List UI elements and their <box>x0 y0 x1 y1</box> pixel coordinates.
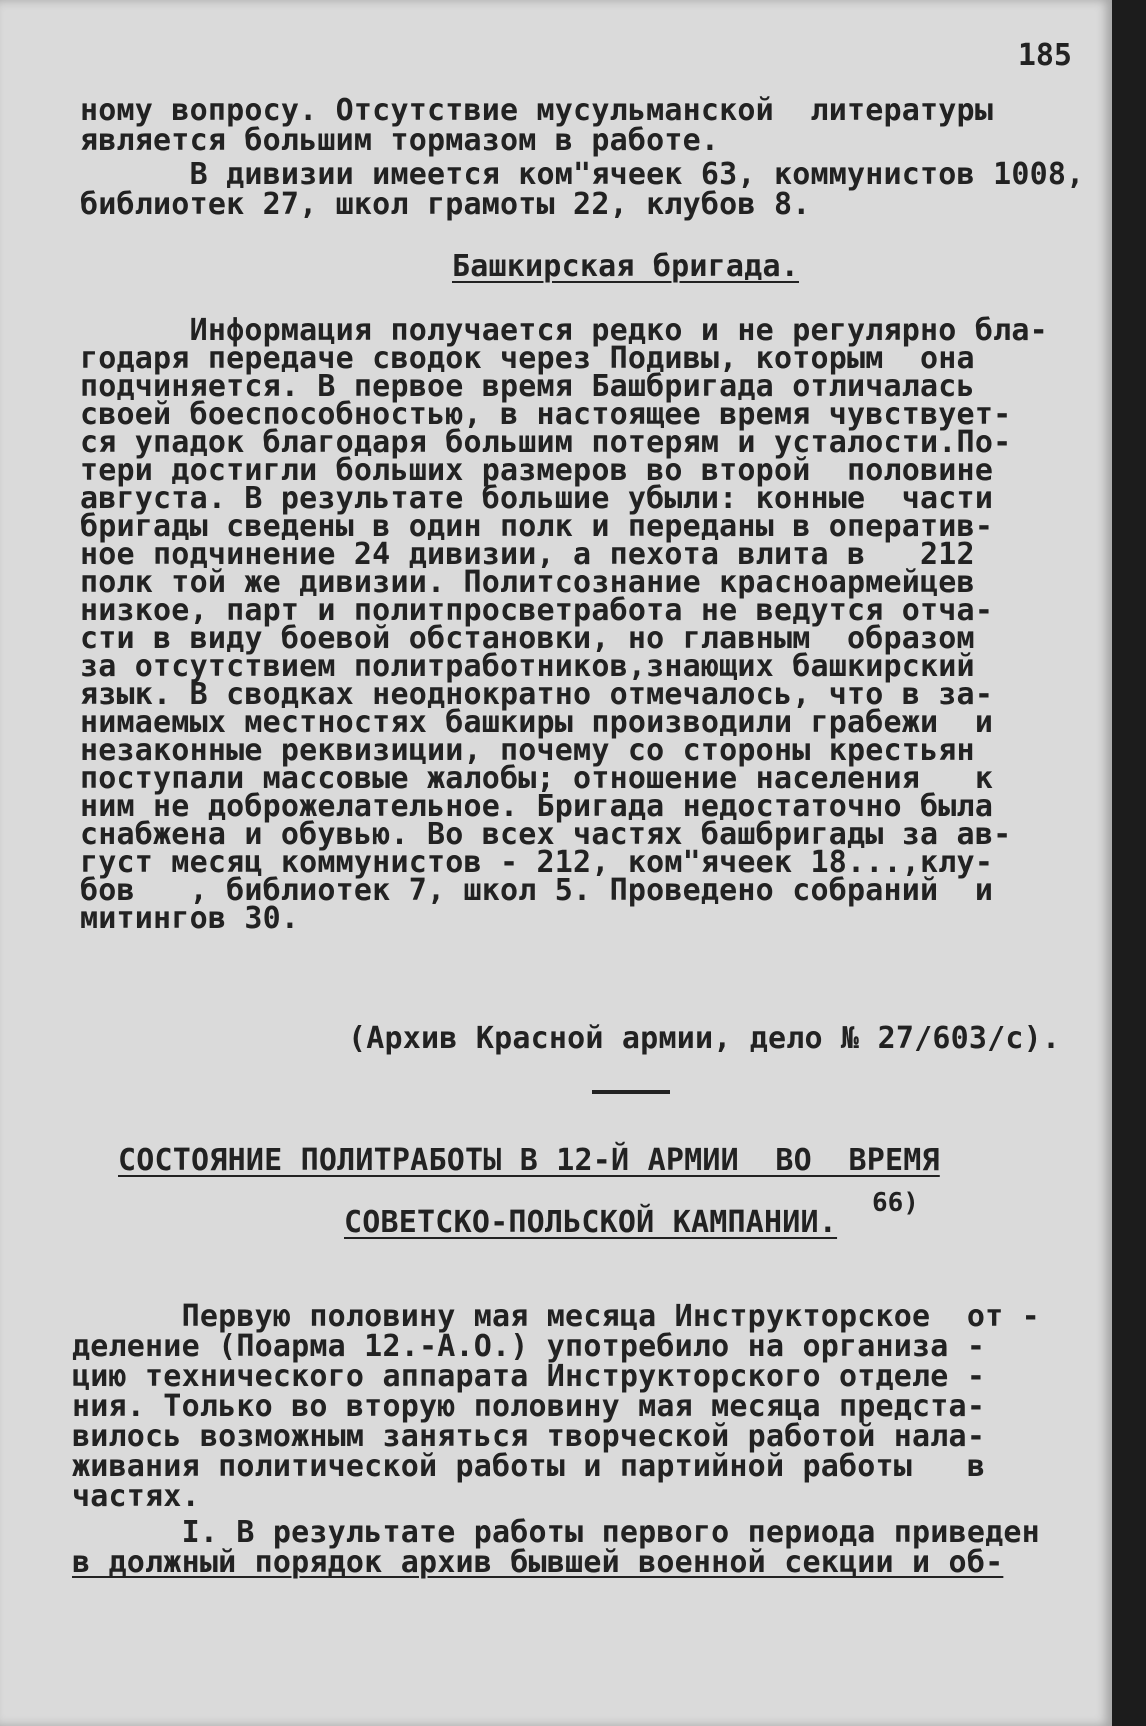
text-line: В дивизии имеется ком"ячеек 63, коммунистов 1008, <box>80 157 1085 192</box>
text-line: годаря передаче сводок через Подивы, которым она <box>80 341 975 376</box>
text-line: незаконные реквизиции, почему со стороны крестьян <box>80 733 975 768</box>
archive-reference: (Архив Красной армии, дело № 27/603/с). <box>348 1021 1061 1056</box>
text-line: митингов 30. <box>80 901 300 936</box>
text-line: деление (Поарма 12.-А.О.) употребило на организа - <box>72 1329 986 1364</box>
text-line: язык. В сводках неоднократно отмечалось, что в за- <box>80 677 994 712</box>
text-line: Информация получается редко и не регулярно бла- <box>80 313 1048 348</box>
text-line: цию технического аппарата Инструкторского отделе - <box>72 1359 986 1394</box>
text-line: поступали массовые жалобы; отношение населения к <box>80 761 994 796</box>
text-line: густ месяц коммунистов - 212, ком"ячеек 18...,клу- <box>80 845 994 880</box>
text-line: Первую половину мая месяца Инструкторское от - <box>72 1299 1040 1334</box>
text-line: ся упадок благодаря большим потерям и усталости.По- <box>80 425 1012 460</box>
text-line: тери достигли больших размеров во второй половине <box>80 453 994 488</box>
text-line: сти в виду боевой обстановки, но главным образом <box>80 621 975 656</box>
text-line: августа. В результате большие убыли: конные части <box>80 481 994 516</box>
text-line: бов , библиотек 7, школ 5. Проведено собраний и <box>80 873 994 908</box>
text-line: полк той же дивизии. Политсознание красноармейцев <box>80 565 975 600</box>
text-line: ное подчинение 24 дивизии, а пехота влита в 212 <box>80 537 975 572</box>
text-line: бригады сведены в один полк и переданы в оператив- <box>80 509 994 544</box>
text-line: низкое, парт и политпросветработа не ведутся отча- <box>80 593 994 628</box>
text-line: подчиняется. В первое время Башбригада отличалась <box>80 369 975 404</box>
document-title-line1: СОСТОЯНИЕ ПОЛИТРАБОТЫ В 12-Й АРМИИ ВО ВРЕМЯ <box>118 1143 940 1178</box>
section-heading: Башкирская бригада. <box>452 249 799 284</box>
footnote-marker: 66) <box>872 1188 919 1218</box>
text-line: ному вопросу. Отсутствие мусульманской литературы <box>80 93 994 128</box>
text-line: I. В результате работы первого периода приведен <box>72 1515 1040 1550</box>
page-number: 185 <box>1017 38 1072 73</box>
text-line: вилось возможным заняться творческой работой нала- <box>72 1419 986 1454</box>
divider-rule <box>592 1090 670 1094</box>
text-line: библиотек 27, школ грамоты 22, клубов 8. <box>80 187 811 222</box>
text-line: ния. Только во вторую половину мая месяца предста- <box>72 1389 986 1424</box>
text-line: своей боеспособностью, в настоящее время чувствует- <box>80 397 1012 432</box>
text-line: живания политической работы и партийной работы в <box>72 1449 986 1484</box>
text-line: снабжена и обувью. Во всех частях башбригады за ав- <box>80 817 1012 852</box>
document-title-line2: СОВЕТСКО-ПОЛЬСКОЙ КАМПАНИИ. <box>344 1205 838 1240</box>
text-line: ним не доброжелательное. Бригада недостаточно была <box>80 789 994 824</box>
text-line: является большим тормазом в работе. <box>80 123 720 158</box>
text-line: за отсутствием политработников,знающих башкирский <box>80 649 975 684</box>
text-line: в должный порядок архив бывшей военной секции и об- <box>72 1545 1004 1580</box>
text-line: частях. <box>72 1479 200 1514</box>
text-line: нимаемых местностях башкиры производили грабежи и <box>80 705 994 740</box>
